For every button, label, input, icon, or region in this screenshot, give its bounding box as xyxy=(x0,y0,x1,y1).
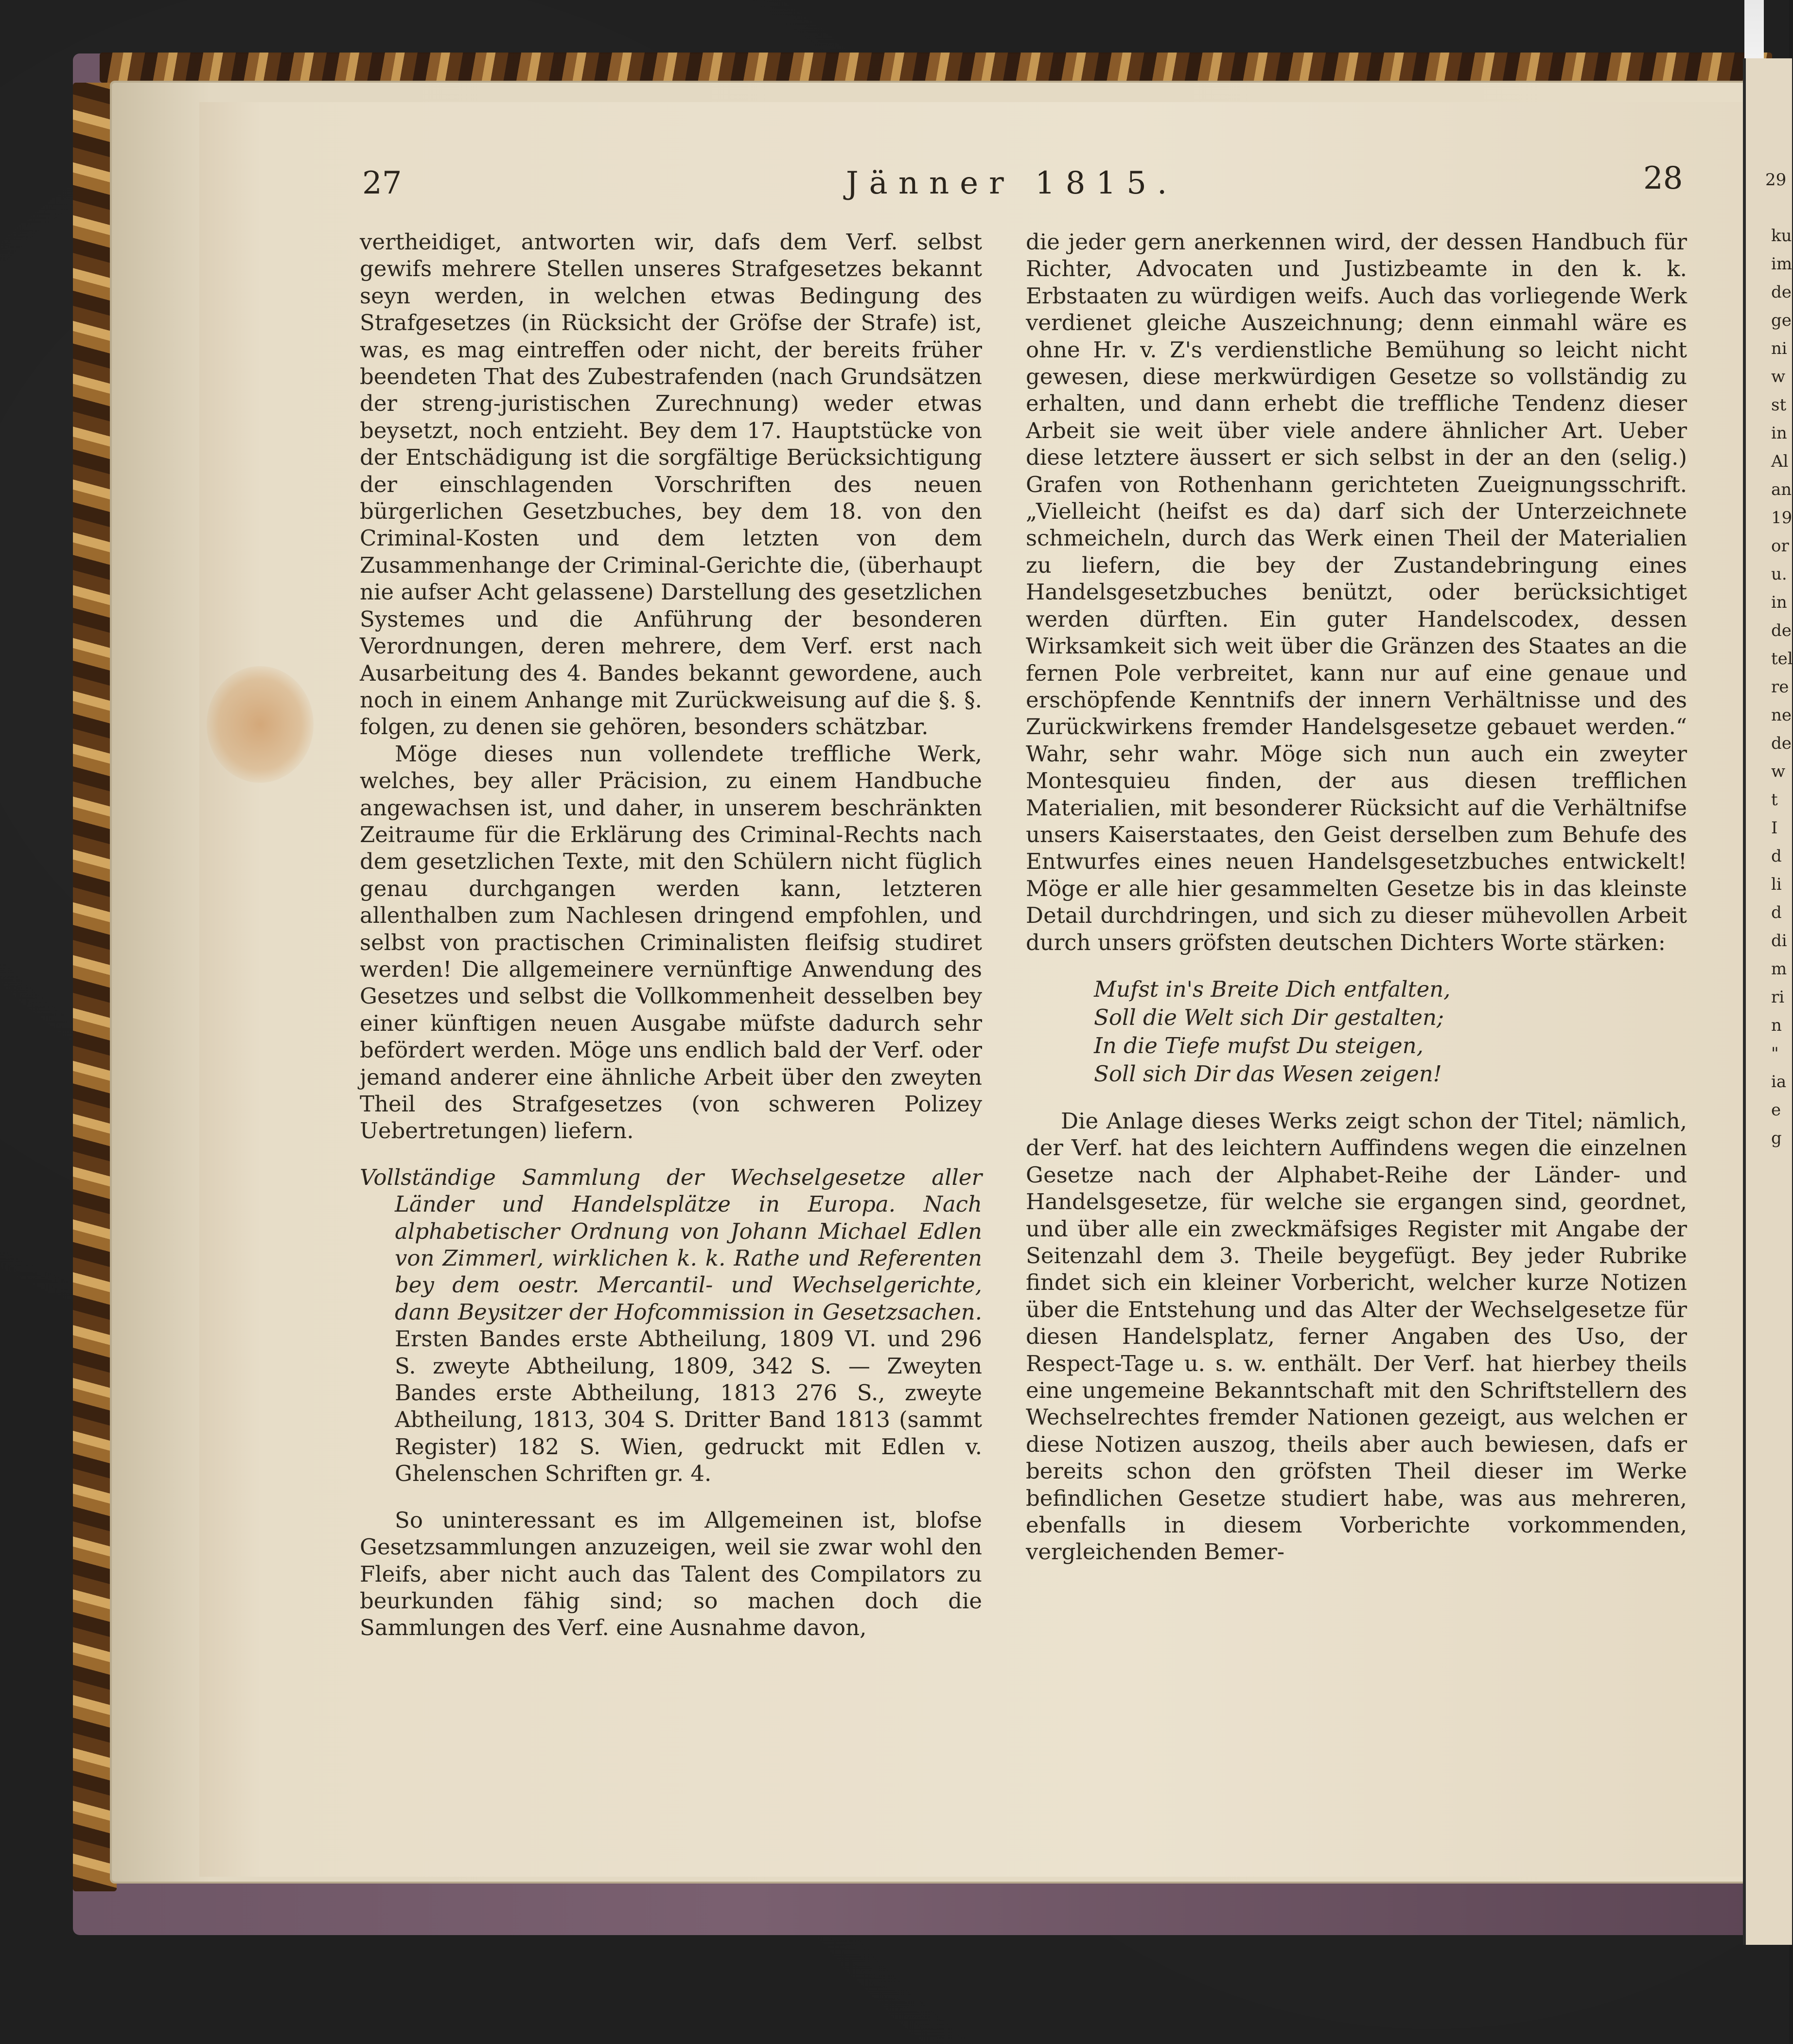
next-page-line: m xyxy=(1771,959,1787,979)
marbled-edge-top xyxy=(100,53,1772,83)
entry-details: Ersten Bandes erste Abtheilung, 1809 VI. und 296 S. zweyte Abtheilung, 1809, 342 S. — Zweyten Bandes erste Abtheilung, 1813 276 S., zweyte Abtheilung, 1813, 304 S. Dritter Band 1813 (sammt Register) 182 S. Wien, gedruckt mit Edlen v. Ghelenschen Schriften gr. 4. xyxy=(395,1326,982,1487)
next-page-line: de xyxy=(1771,734,1792,753)
verse-line: Soll sich Dir das Wesen zeigen! xyxy=(1094,1060,1442,1087)
next-page-line: d xyxy=(1771,903,1782,922)
next-page-line: 19 xyxy=(1771,508,1793,528)
next-page-line: li xyxy=(1771,875,1782,894)
next-page-fragment xyxy=(1743,58,1792,1945)
next-page-line: ge xyxy=(1771,311,1792,330)
next-page-line: de xyxy=(1771,621,1792,640)
next-page-line: e xyxy=(1771,1100,1781,1120)
next-page-line: g xyxy=(1771,1128,1782,1148)
next-page-line: I xyxy=(1771,818,1778,838)
left-paragraph-3: So uninteressant es im Allgemeinen ist, blofse Gesetzsammlungen anzuzeigen, weil sie zwar wohl den Fleifs, aber nicht auch das Talent des Compilators zu beurkunden fähig sind; so machen doch die Sammlungen des Verf. eine Ausnahme davon, xyxy=(360,1507,982,1641)
entry-title: Vollständige Sammlung der Wechselgesetze aller Länder und Handelsplätze in Europa. Nach alphabetischer Ordnung von Johann Michael Edlen von Zimmerl, wirklichen k. k. Rathe und Referenten bey dem oestr. Mercantil- und Wechselgerichte, dann Beysitzer der Hofcommission in Gesetzsachen. xyxy=(360,1164,982,1325)
next-page-line: di xyxy=(1771,931,1787,951)
verse-line: Mufst in's Breite Dich entfalten, xyxy=(1094,976,1451,1002)
left-paragraph-2: Möge dieses nun vollendete treffliche Werk, welches, bey aller Präcision, zu einem Handbuche angewachsen ist, und daher, in unserem beschränkten Zeitraume für die Erklärung des Criminal-Rechts nach dem gesetzlichen Texte, mit den Schülern nicht füglich genau durchgangen werden kann, letzteren allenthalben zum Nachlesen dringend empfohlen, und selbst von practischen Criminalisten fleifsig studiret werden! Die allgemeinere vernünftige Anwendung des Gesetzes und selbst die Vollkommenheit desselben bey einer künftigen neuen Ausgabe müfste dadurch sehr befördert werden. Möge uns endlich bald der Verf. oder jemand anderer eine ähnliche Arbeit über den zweyten Theil des Strafgesetzes (von schweren Polizey Uebertretungen) liefern. xyxy=(360,740,982,1144)
next-page-line: w xyxy=(1771,367,1786,387)
foxing-stain xyxy=(207,666,314,783)
next-page-line: an xyxy=(1771,480,1792,499)
page-number-left: 27 xyxy=(362,165,402,201)
verse-line: Soll die Welt sich Dir gestalten; xyxy=(1094,1004,1444,1030)
right-paragraph-1: die jeder gern anerkennen wird, der dessen Handbuch für Richter, Advocaten und Justizbeamte in den k. k. Erbstaaten zu würdigen weifs. Auch das vorliegende Werk verdienet gleiche Auszeichnung; denn einmahl wäre es ohne Hr. v. Z's verdienstliche Bemühung so leicht nicht gewesen, diese merkwürdigen Gesetze so vollständig zu erhalten, und dann erhebt die treffliche Tendenz dieser Arbeit sie weit über viele andere ähnlicher Art. Ueber diese letztere äussert er sich selbst in der an den (selig.) Grafen von Rothenhann gerichteten Zueignungsschrift. „Vielleicht (heifst es da) darf sich der Unterzeichnete schmeicheln, durch das Werk einen Theil der Materialien zu liefern, die bey der Zustandebringung eines Handelsgesetzbuches benützt, oder berücksichtiget werden dürften. Ein guter Handelscodex, dessen Wirksamkeit sich weit über die Gränzen des Staates an die fernen Pole verbreitet, kann nur auf eine genaue und erschöpfende Kenntnifs der innern Verhältnisse und des Zurückwirkens fremder Handelsgesetze gebauet werden.“ Wahr, sehr wahr. Möge sich nun auch ein zweyter Montesquieu finden, der aus diesen trefflichen Materialien, mit besonderer Rücksicht auf die Verhältnifse unsers Kaiserstaates, den Geist derselben zum Behufe des Entwurfes eines neuen Handelsgesetzbuches entwickelt! Möge er alle hier gesammelten Gesetze bis in das kleinste Detail durchdringen, und sich zu dieser mühevollen Arbeit durch unsers gröfsten deutschen Dichters Worte stärken: xyxy=(1026,229,1687,955)
next-page-line: " xyxy=(1771,1044,1779,1063)
next-page-line: re xyxy=(1771,677,1789,697)
next-page-line: ni xyxy=(1771,339,1787,358)
next-page-line: d xyxy=(1771,846,1782,866)
left-paragraph-1: vertheidiget, antworten wir, dafs dem Verf. selbst gewifs mehrere Stellen unseres Strafgesetzes bekannt seyn werden, in welchen etwas Bedingung des Strafgesetzes (in Rücksicht der Gröfse der Strafe) ist, was, es mag eintreffen oder nicht, der bereits früher beendeten That des Zubestrafenden (nach Grundsätzen der streng-juristischen Zurechnung) weder etwas beysetzt, noch entzieht. Bey dem 17. Hauptstücke von der Entschädigung ist die sorgfältige Berücksichtigung der einschlagenden Vorschriften des neuen bürgerlichen Gesetzbuches, bey dem 18. von den Criminal-Kosten und dem letzten von dem Zusammenhange der Criminal-Gerichte die, (überhaupt nie aufser Acht gelassene) Darstellung des gesetzlichen Systemes und die Anführung der besonderen Verordnungen, deren mehrere, dem Verf. erst nach Ausarbeitung des 4. Bandes bekannt gewordene, auch noch in einem Anhange mit Zurückweisung auf die §. §. folgen, zu denen sie gehören, besonders schätzbar. xyxy=(360,229,982,740)
next-page-line: Al xyxy=(1771,452,1789,471)
next-page-line: ku xyxy=(1771,226,1792,246)
next-page-line: st xyxy=(1771,395,1787,415)
next-page-line: im xyxy=(1771,254,1793,274)
right-paragraph-2: Die Anlage dieses Werks zeigt schon der Titel; nämlich, der Verf. hat des leichtern Auffindens wegen die einzelnen Gesetze nach der Alphabet-Reihe der Länder- und Handelsgesetze, für welche sie ergangen sind, geordnet, und über alle ein zweckmäfsiges Register mit Angabe der Seitenzahl dem 3. Theile beygefügt. Bey jeder Rubrike findet sich ein kleiner Vorbericht, welcher kurze Notizen über die Entstehung und das Alter der Wechselgesetze für diesen Handelsplatz, ferner Angaben des Uso, der Respect-Tage u. s. w. enthält. Der Verf. hat hierbey theils eine ungemeine Bekanntschaft mit den Schriftstellern des Wechselrechtes fremder Nationen gezeigt, aus welchen er diese Notizen auszog, theils aber auch bewiesen, dafs er bereits schon den gröfsten Theil dieser im Werke befindlichen Gesetze studiert habe, was aus mehreren, ebenfalls in diesem Vorberichte vorkommenden, vergleichenden Bemer- xyxy=(1026,1108,1687,1565)
marbled-edge-left xyxy=(73,83,117,1891)
next-page-line: or xyxy=(1771,536,1789,556)
next-page-line: u. xyxy=(1771,564,1787,584)
next-page-line: ne xyxy=(1771,705,1792,725)
next-page-line: n xyxy=(1771,1016,1782,1035)
running-title: Jänner 1815. xyxy=(846,165,1178,201)
bibliographic-entry xyxy=(360,1164,982,1487)
next-page-line: de xyxy=(1771,282,1792,302)
page-number-right: 28 xyxy=(1643,160,1683,196)
right-column xyxy=(1026,229,1687,1566)
next-page-line: ri xyxy=(1771,987,1785,1007)
next-page-line: ia xyxy=(1771,1072,1787,1092)
left-column xyxy=(360,229,982,1641)
next-page-line: t xyxy=(1771,790,1778,810)
next-page-line: w xyxy=(1771,762,1786,781)
next-page-line: tel xyxy=(1771,649,1793,669)
next-page-line: in xyxy=(1771,423,1787,443)
verse-quote xyxy=(1094,975,1687,1088)
next-page-line: in xyxy=(1771,593,1787,612)
verse-line: In die Tiefe mufst Du steigen, xyxy=(1094,1032,1424,1058)
next-page-number: 29 xyxy=(1765,170,1787,190)
